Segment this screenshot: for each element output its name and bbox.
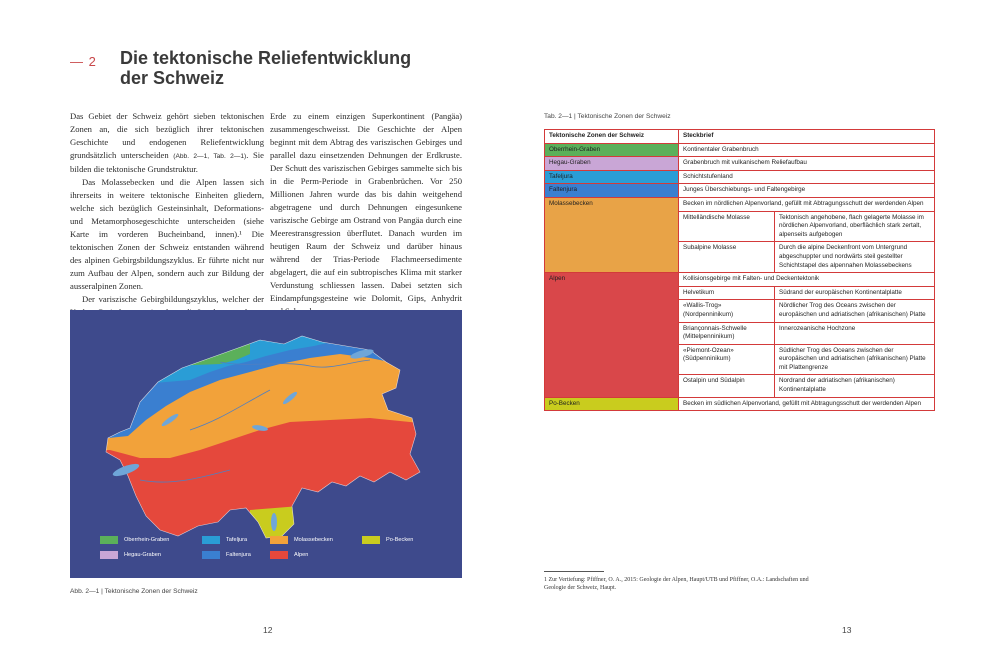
- tectonic-zones-table: [544, 129, 935, 411]
- legend-swatch: [362, 536, 380, 544]
- zone-molassebecken: Molassebecken: [545, 197, 679, 272]
- zone-description: Becken im südlichen Alpenvorland, gefüllt mit Abtragungsschutt der werdenden Alpen: [679, 397, 935, 411]
- page-number-left: 12: [263, 625, 273, 635]
- zone-hegau-graben: [320, 310, 370, 342]
- legend-label: Molassebecken: [294, 537, 333, 543]
- paragraph-4: Erde zu einem einzigen Superkontinent (Pangäa) zusammengeschweisst. Die Geschichte der Alpen beginnt mit dem Abtrag des variszischen Gebirges und parallel dazu einsetzenden Dehnungen der Erdkruste. Der Schutt des variszischen Gebirges sammelte sich bis in die Perm-Periode in Grabenbrüchen. Vor 250 Millionen Jahren wurde das bis dahin weitgehend abgetragene und durch Dehnungen eingesunkene variszische Gebirge am Ostrand von Pangäa durch eine Meerestransgression überflutet. Danach wurden im heutigen Raum der Schweiz und darüber hinaus während der Trias-Periode Flachmeersedimente abgelagert, die auf ein subtropisches Klima mit starker Verdunstung schliessen lassen. Dabei setzten sich Eindampfungsgesteine wie Dolomit, Gips, Anhydrit: [270, 111, 462, 303]
- table-row: [545, 184, 935, 198]
- legend-item-tafeljura: [202, 536, 247, 544]
- zone-description: Junges Überschiebungs- und Faltengebirge: [679, 184, 935, 198]
- table-row: [545, 170, 935, 184]
- table-row: [545, 197, 935, 211]
- zone-po-becken: Po-Becken: [545, 397, 679, 411]
- zone-description: Schichtstufenland: [679, 170, 935, 184]
- paragraph-1-text: Das Gebiet der Schweiz gehört sieben tektonischen Zonen an, die sich bezüglich ihrer tektonischen Geschichte und endogenen Reliefentwicklung grundsätzlich unterscheiden: [70, 111, 264, 160]
- footnote: 1 Zur Vertiefung: Pfiffner, O. A., 2015: Geologie der Alpen, Haupt/UTB und Pfiffner, O.A.: Landschaften und Geologie der Schweiz, Haupt.: [544, 577, 809, 591]
- table-header-row: [545, 130, 935, 144]
- legend-item-hegau-graben: [100, 551, 161, 559]
- text-column-left: [70, 110, 264, 319]
- subunit-description: Durch die alpine Deckenfront vom Untergrund abgeschuppter und nordwärts steil gestellter Schichtstapel des alpennahen Molassebeckens: [775, 242, 935, 273]
- legend-label: Oberrhein-Graben: [124, 537, 170, 543]
- subunit-description: Südlicher Trog des Oceans zwischen der europäischen und adriatischen (afrikanischen) Platte mit Plattengrenze: [775, 344, 935, 375]
- subunit-name: Helvetikum: [679, 286, 775, 300]
- legend-item-faltenjura: [202, 551, 251, 559]
- legend-item-po-becken: [362, 536, 413, 544]
- subunit-description: Nordrand der adriatischen (afrikanischen) Kontinentalplatte: [775, 375, 935, 397]
- subunit-name: Briançonnais-Schwelle (Mittelpenninikum): [679, 322, 775, 344]
- zone-alpen: Alpen: [545, 273, 679, 398]
- table-row: [545, 273, 935, 287]
- tectonic-map: [70, 310, 462, 578]
- zone-description: Grabenbruch mit vulkanischem Reliefaufbau: [679, 157, 935, 171]
- subunit-description: Tektonisch angehobene, flach gelagerte Molasse im nördlichen Alpenvorland, oberflächlich stark zertalt, alpenseits aufgebogen: [775, 211, 935, 242]
- subunit-description: Innerozeanische Hochzone: [775, 322, 935, 344]
- subunit-name: Ostalpin und Südalpin: [679, 375, 775, 397]
- legend-label: Alpen: [294, 552, 309, 558]
- header-steckbrief: Steckbrief: [679, 130, 935, 144]
- zone-faltenjura: Faltenjura: [545, 184, 679, 198]
- paragraph-3: Der variszische Gebirgbildungszyklus, welcher der: [82, 294, 264, 304]
- legend-item-oberrhein-graben: [100, 536, 169, 544]
- table-caption: Tab. 2—1 | Tektonische Zonen der Schweiz: [544, 113, 671, 120]
- zone-oberrhein-graben: Oberrhein-Graben: [545, 143, 679, 157]
- legend-item-alpen: [270, 551, 308, 559]
- legend-swatch: [270, 536, 288, 544]
- table-row: [545, 157, 935, 171]
- legend-swatch: [270, 551, 288, 559]
- header-zone: Tektonische Zonen der Schweiz: [545, 130, 679, 144]
- legend-swatch: [202, 551, 220, 559]
- subunit-description: Nördlicher Trog des Oceans zwischen der europäischen und adriatischen (afrikanischen) Platte: [775, 300, 935, 322]
- figure-reference: (Abb. 2—1, Tab. 2—1): [173, 153, 247, 160]
- subunit-name: «Wallis-Trog» (Nordpenninikum): [679, 300, 775, 322]
- legend-label: Tafeljura: [226, 537, 248, 543]
- legend-swatch: [100, 536, 118, 544]
- subunit-description: Südrand der europäischen Kontinentalplatte: [775, 286, 935, 300]
- paragraph-1: [70, 110, 264, 176]
- chapter-title: Die tektonische Reliefentwicklung der Schweiz: [120, 48, 412, 88]
- zone-hegau-graben: Hegau-Graben: [545, 157, 679, 171]
- subunit-name: Mittelländische Molasse: [679, 211, 775, 242]
- text-column-right: [270, 110, 462, 318]
- paragraph-1-end: . Sie bilden die tektonische Grundstruktur.: [70, 150, 264, 174]
- zone-description: Becken im nördlichen Alpenvorland, gefüllt mit Abtragungsschutt der werdenden Alpen: [679, 197, 935, 211]
- figure-caption: Abb. 2—1 | Tektonische Zonen der Schweiz: [70, 588, 198, 595]
- legend-label: Po-Becken: [386, 537, 414, 543]
- legend-label: Faltenjura: [226, 552, 251, 558]
- zone-description: Kontinentaler Grabenbruch: [679, 143, 935, 157]
- subunit-name: Subalpine Molasse: [679, 242, 775, 273]
- lake-maggiore: [271, 513, 277, 531]
- page-number-right: 13: [842, 625, 852, 635]
- subunit-name: «Piemont-Ozean» (Südpenninikum): [679, 344, 775, 375]
- zone-tafeljura: Tafeljura: [545, 170, 679, 184]
- paragraph-2: Das Molassebecken und die Alpen lassen sich ihrerseits in weitere tektonische Einheiten gliedern, welche sich bezüglich Gesteinsinhalt, Deformations- und Metamorphosegeschichte unterscheiden (siehe Karte im vorderen Bucheinband, innen).¹ Die tektonischen Zonen der Schweiz entstanden während des alpinen Gebirgsbildungszyklus. Er führte nicht nur zum Aufbau der Alpen, sondern auch zur Bildung der ausseralpinen Zonen.: [70, 177, 264, 291]
- zone-oberrhein-graben: [70, 310, 250, 370]
- legend-swatch: [202, 536, 220, 544]
- footnote-rule: [544, 571, 604, 572]
- table-row: [545, 143, 935, 157]
- legend-swatch: [100, 551, 118, 559]
- legend-item-molassebecken: [270, 536, 333, 544]
- zone-description: Kollisionsgebirge mit Falten- und Deckentektonik: [679, 273, 935, 287]
- table-row: [545, 397, 935, 411]
- legend-label: Hegau-Graben: [124, 552, 162, 558]
- chapter-number: — 2: [70, 54, 97, 69]
